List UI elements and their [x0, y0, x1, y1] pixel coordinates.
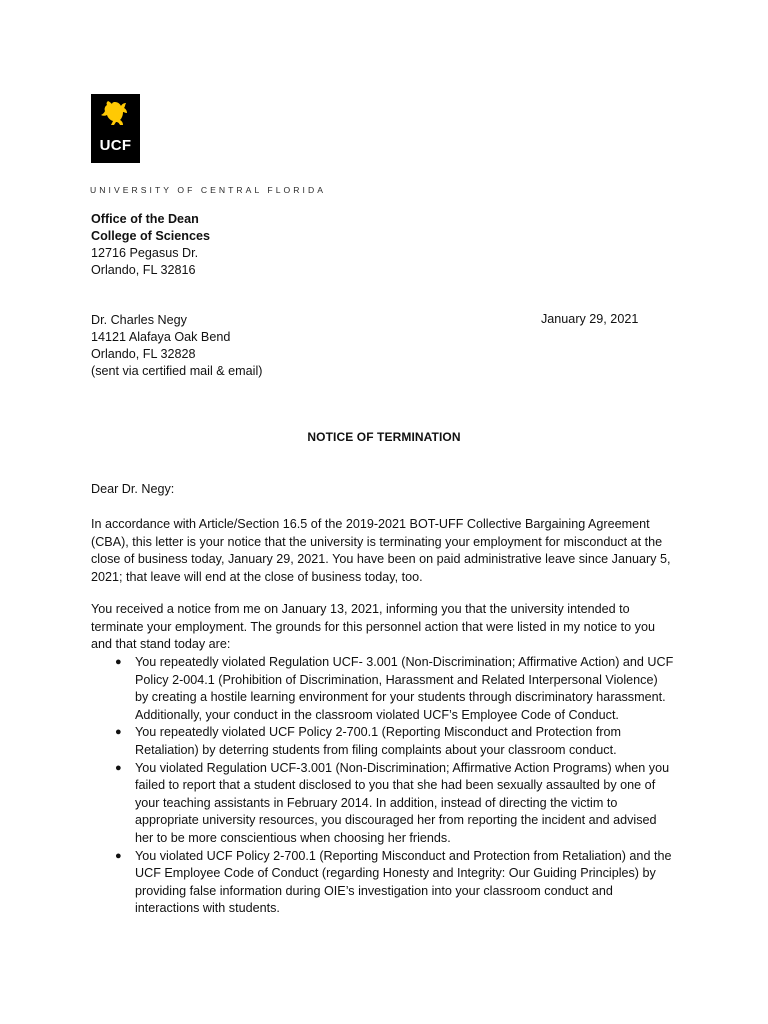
paragraph-2-line: terminate your employment. The grounds for this personnel action that were listed in my notice to you — [91, 619, 655, 634]
list-item — [91, 848, 691, 918]
list-item-line: UCF Employee Code of Conduct (regarding Honesty and Integrity: Our Guiding Principles) by — [135, 866, 656, 881]
sender-city: Orlando, FL 32816 — [91, 263, 196, 277]
bullet-icon: ● — [115, 656, 122, 668]
list-item-line: by creating a hostile learning environment for your students through discriminatory harassment. — [135, 690, 666, 705]
recipient-city: Orlando, FL 32828 — [91, 347, 196, 361]
logo-wordmark: UCF — [99, 137, 132, 154]
paragraph-1-line: 2021; that leave will end at the close of business today, too. — [91, 569, 423, 584]
list-item-line: You repeatedly violated Regulation UCF- 3.001 (Non-Discrimination; Affirmative Action) and UCF — [135, 655, 674, 669]
recipient-block — [91, 312, 262, 380]
letter-date: January 29, 2021 — [541, 312, 639, 326]
list-item-line: You violated Regulation UCF-3.001 (Non-Discrimination; Affirmative Action Programs) when you — [135, 760, 670, 775]
ucf-logo — [91, 94, 140, 163]
paragraph-2 — [91, 601, 681, 654]
list-item-line: her to be more conscientious when choosing her friends. — [135, 830, 451, 845]
sender-block — [91, 211, 210, 279]
recipient-name: Dr. Charles Negy — [91, 313, 187, 327]
paragraph-2-line: and that stand today are: — [91, 637, 231, 651]
list-item-line: failed to report that a student disclosed to you that she had been sexually assaulted by one of — [135, 778, 656, 793]
notice-title: NOTICE OF TERMINATION — [307, 430, 461, 444]
recipient-street: 14121 Alafaya Oak Bend — [91, 330, 231, 344]
recipient-delivery: (sent via certified mail & email) — [91, 364, 263, 378]
grounds-list — [91, 654, 691, 918]
list-item-line: You violated UCF Policy 2-700.1 (Reporting Misconduct and Protection from Retaliation) and the — [135, 848, 672, 863]
bullet-icon: ● — [115, 761, 122, 774]
bullet-icon: ● — [115, 726, 122, 739]
salutation: Dear Dr. Negy: — [91, 482, 175, 496]
sender-office: Office of the Dean — [91, 212, 199, 226]
list-item-line: Retaliation) by deterring students from filing complaints about your classroom conduct. — [135, 742, 617, 757]
list-item-line: providing false information during OIE’s investigation into your classroom conduct and — [135, 883, 613, 898]
list-item-line: Policy 2-004.1 (Prohibition of Discrimination, Harassment and Related Interpersonal Violence) — [135, 672, 658, 687]
paragraph-1-line: close of business today, January 29, 2021. You have been on paid administrative leave since January 5, — [91, 552, 671, 566]
list-item-line: appropriate university resources, you discouraged her from reporting the incident and advised — [135, 813, 657, 828]
paragraph-1-line: In accordance with Article/Section 16.5 of the 2019-2021 BOT-UFF Collective Bargaining Agreement — [91, 517, 650, 531]
list-item-line: interactions with students. — [135, 901, 280, 916]
list-item — [91, 654, 691, 724]
sender-college: College of Sciences — [91, 229, 210, 243]
list-item-line: You repeatedly violated UCF Policy 2-700.1 (Reporting Misconduct and Protection from — [135, 725, 622, 740]
list-item-line: Additionally, your conduct in the classroom violated UCF’s Employee Code of Conduct. — [135, 707, 619, 722]
paragraph-1-line: (CBA), this letter is your notice that the university is terminating your employment for misconduct at the — [91, 534, 663, 549]
paragraph-2-line: You received a notice from me on January 13, 2021, informing you that the university intended to — [91, 602, 630, 616]
sender-street: 12716 Pegasus Dr. — [91, 246, 199, 260]
university-name: UNIVERSITY OF CENTRAL FLORIDA — [90, 185, 326, 195]
paragraph-1 — [91, 516, 681, 586]
pegasus-icon — [99, 100, 132, 136]
bullet-icon: ● — [115, 849, 122, 862]
list-item — [91, 724, 691, 759]
list-item-line: your teaching assistants in February 2014. In addition, instead of directing the victim to — [135, 795, 618, 810]
list-item — [91, 760, 691, 848]
